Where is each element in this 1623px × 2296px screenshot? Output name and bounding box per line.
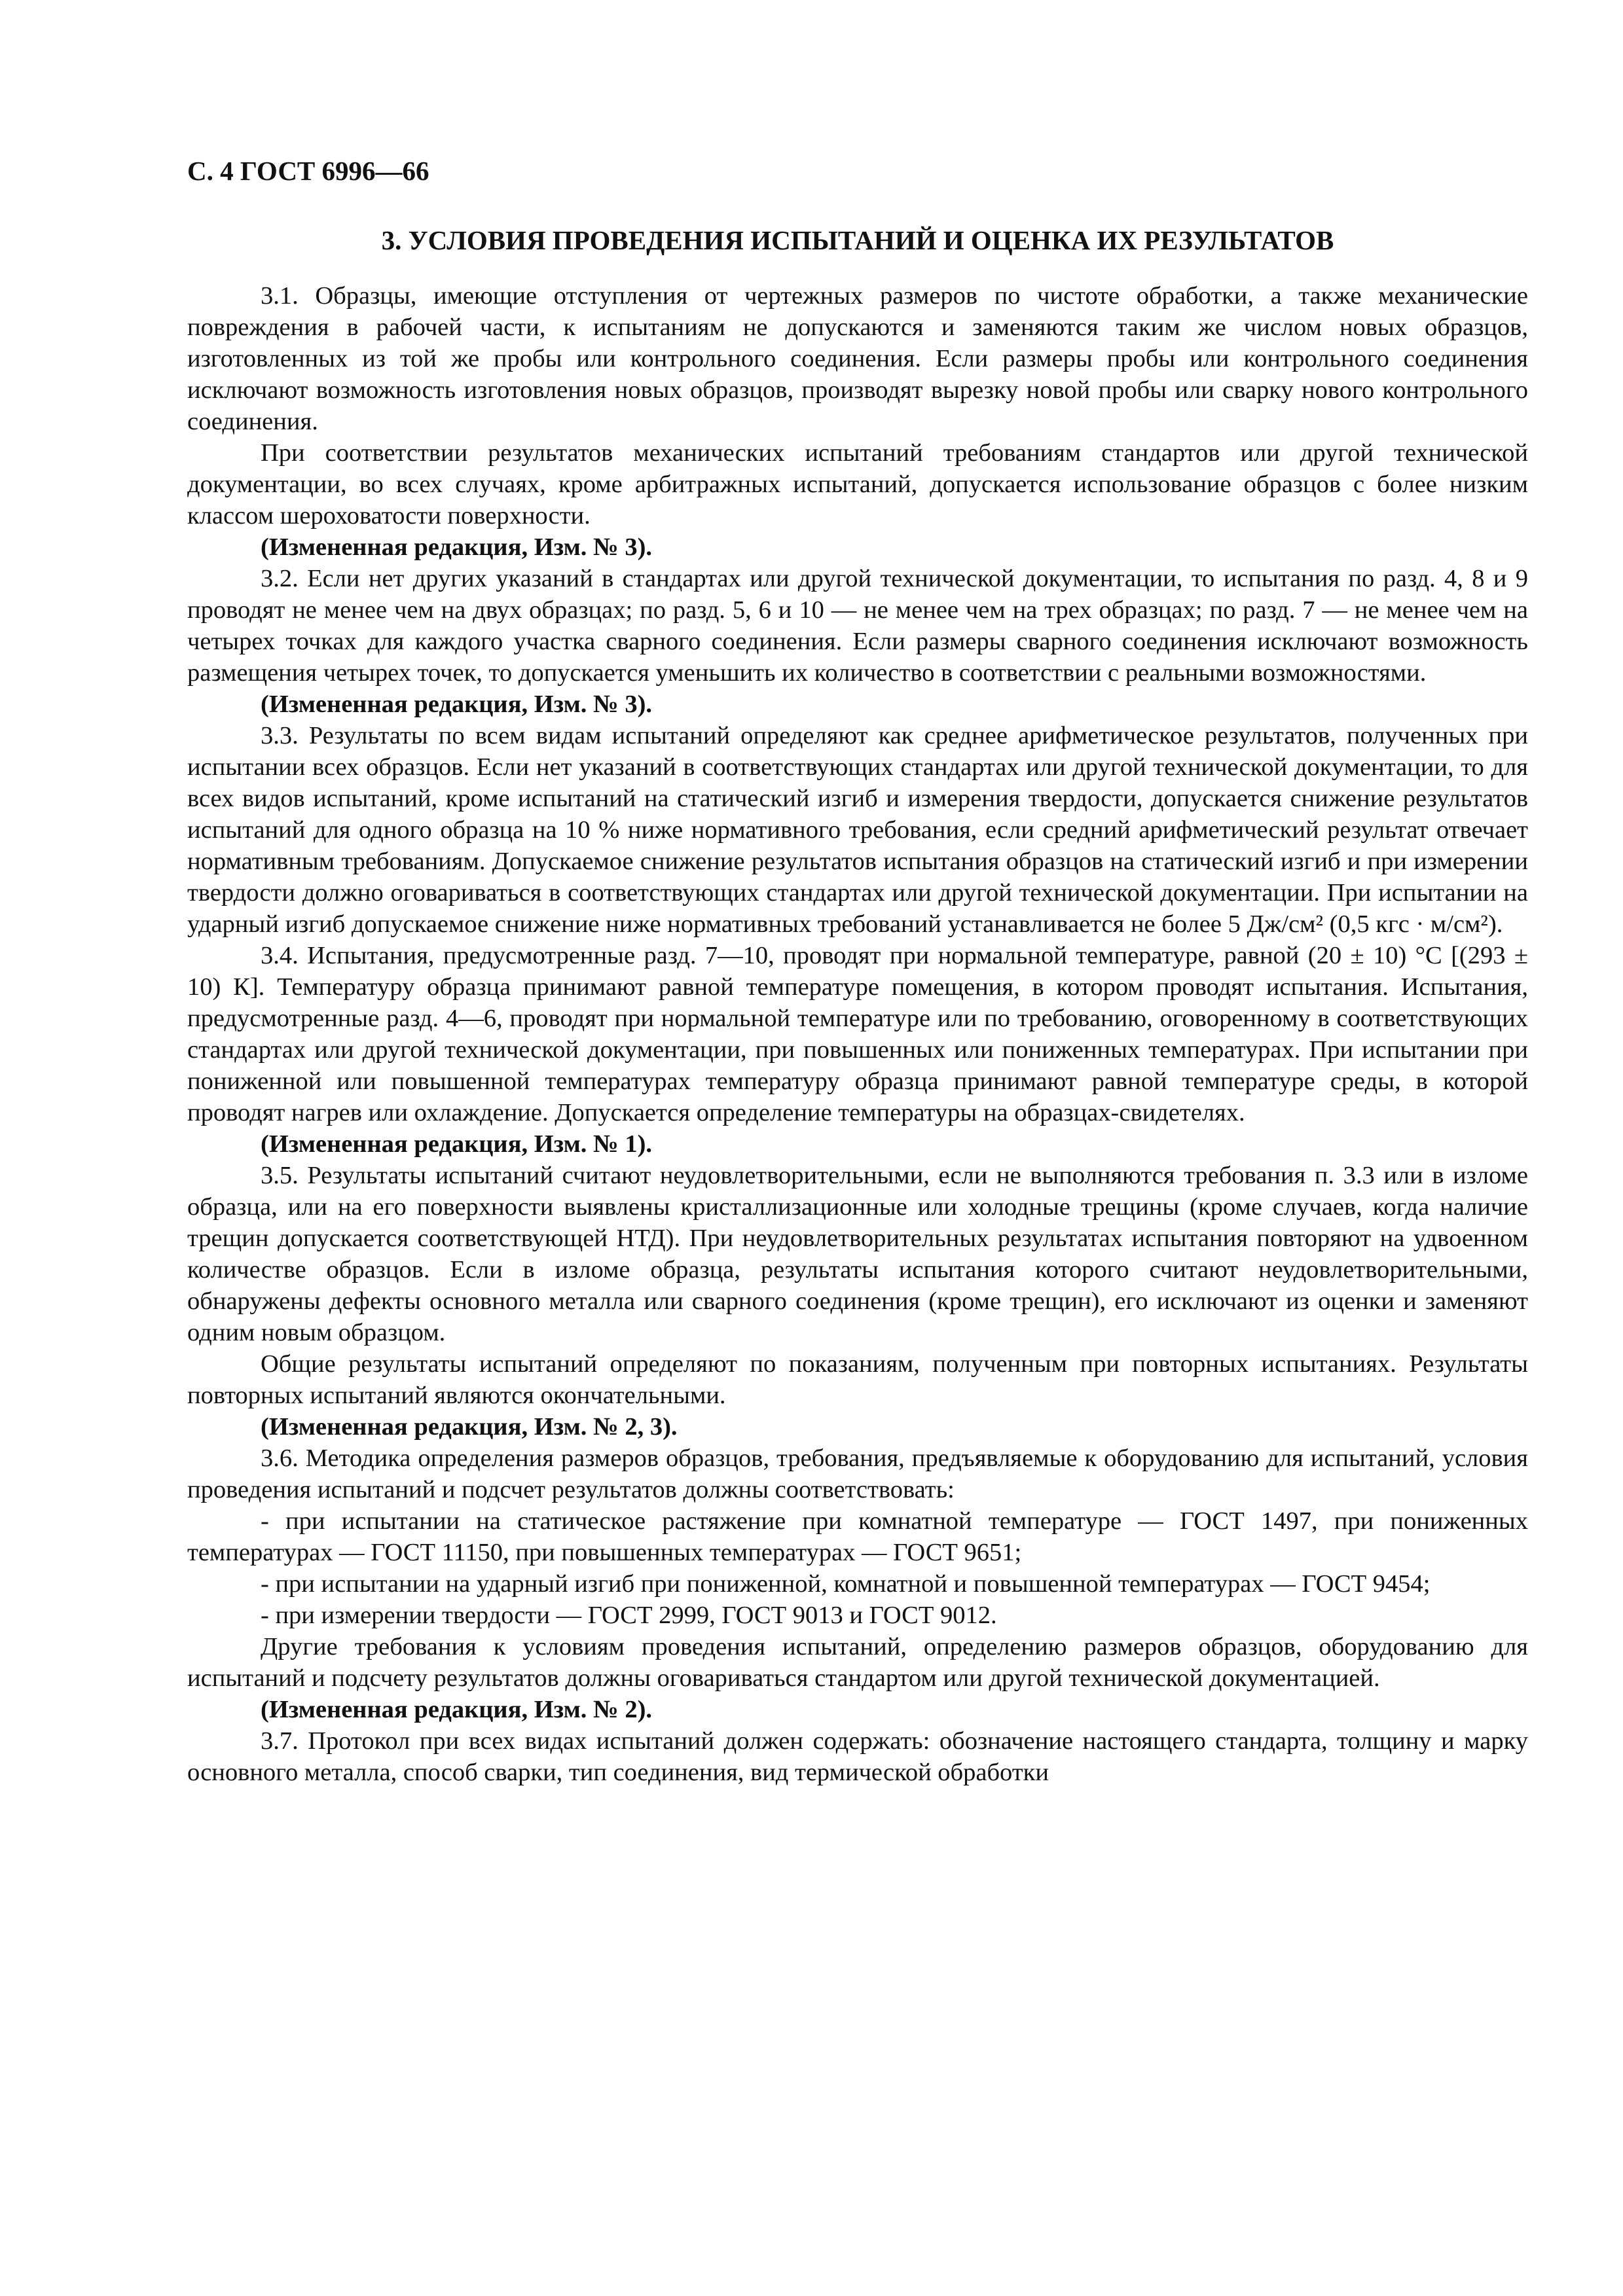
list-item: - при измерении твердости — ГОСТ 2999, ГОСТ 9013 и ГОСТ 9012. bbox=[261, 1602, 997, 1629]
list-item: - при испытании на ударный изгиб при пониженной, комнатной и повышенной температурах — ГОСТ 9454; bbox=[261, 1570, 1431, 1598]
amendment-note: (Измененная редакция, Изм. № 3). bbox=[261, 533, 653, 561]
paragraph-3-4: 3.4. Испытания, предусмотренные разд. 7—10, проводят при нормальной температуре, равной (20 ± 10) °С [(293 ± 10) К]. Температуру образца принимают равной температуре помещения, в котором проводят испытания. Испытания, предусмотренные разд. 4—6, проводят при нормальной температуре или по требованию, оговоренному в соответствующих стандартах или другой технической документации, при повышенных или пониженных температурах. При испытании при пониженной или повышенной температурах температуру образца принимают равной температуре среды, в которой проводят нагрев или охлаждение. Допускается определение температуры на образцах-свидетелях. bbox=[187, 942, 1528, 1126]
paragraph-3-5-general: Общие результаты испытаний определяют по показаниям, полученным при повторных испытаниях. Результаты повторных испытаний являются окончательными. bbox=[187, 1350, 1528, 1409]
paragraph-3-2: 3.2. Если нет других указаний в стандартах или другой технической документации, то испытания по разд. 4, 8 и 9 проводят не менее чем на двух образцах; по разд. 5, 6 и 10 — не менее чем на трех образцах; по разд. 7 — не менее чем на четырех точках для каждого участка сварного соединения. Если размеры сварного соединения исключают возможность размещения четырех точек, то допускается уменьшить их количество в соответствии с реальными возможностями. bbox=[187, 565, 1528, 687]
paragraph-3-1: 3.1. Образцы, имеющие отступления от чертежных размеров по чистоте обработки, а также механические повреждения в рабочей части, к испытаниям не допускаются и заменяются таким же числом новых образцов, изготовленных из той же пробы или контрольного соединения. Если размеры пробы или контрольного соединения исключают возможность изготовления новых образцов, производят вырезку новой пробы или сварку нового контрольного соединения. bbox=[187, 282, 1528, 435]
section-title: 3. УСЛОВИЯ ПРОВЕДЕНИЯ ИСПЫТАНИЙ И ОЦЕНКА ИХ РЕЗУЛЬТАТОВ bbox=[381, 225, 1334, 255]
paragraph-3-6-other: Другие требования к условиям проведения испытаний, определению размеров образцов, оборудованию для испытаний и подсчету результатов должны оговариваться стандартом или другой технической документацией. bbox=[187, 1633, 1528, 1692]
amendment-note: (Измененная редакция, Изм. № 1). bbox=[261, 1130, 653, 1158]
list-item: - при испытании на статическое растяжение при комнатной температуре — ГОСТ 1497, при пониженных температурах — ГОСТ 11150, при повышенных температурах — ГОСТ 9651; bbox=[187, 1507, 1528, 1566]
amendment-note: (Измененная редакция, Изм. № 2). bbox=[261, 1696, 653, 1723]
paragraph-3-3: 3.3. Результаты по всем видам испытаний определяют как среднее арифметическое результатов, полученных при испытании всех образцов. Если нет указаний в соответствующих стандартах или другой технической документации, то для всех видов испытаний, кроме испытаний на статический изгиб и измерения твердости, допускается снижение результатов испытаний для одного образца на 10 % ниже нормативного требования, если средний арифметический результат отвечает нормативным требованиям. Допускаемое снижение результатов испытания образцов на статический изгиб и при измерении твердости должно оговариваться в соответствующих стандартах или другой технической документации. При испытании на ударный изгиб допускаемое снижение ниже нормативных требований устанавливается не более 5 Дж/см² (0,5 кгс · м/см²). bbox=[187, 722, 1528, 938]
paragraph-3-1-note: При соответствии результатов механических испытаний требованиям стандартов или другой технической документации, во всех случаях, кроме арбитражных испытаний, допускается использование образцов с более низким классом шероховатости поверхности. bbox=[187, 439, 1528, 529]
running-header: С. 4 ГОСТ 6996—66 bbox=[187, 156, 429, 186]
paragraph-3-5: 3.5. Результаты испытаний считают неудовлетворительными, если не выполняются требования п. 3.3 или в изломе образца, или на его поверхности выявлены кристаллизационные или холодные трещины (кроме случаев, когда наличие трещин допускается соответствующей НТД). При неудовлетворительных результатах испытания повторяют на удвоенном количестве образцов. Если в изломе образца, результаты испытания которого считают неудовлетворительными, обнаружены дефекты основного металла или сварного соединения (кроме трещин), его исключают из оценки и заменяют одним новым образцом. bbox=[187, 1162, 1528, 1346]
paragraph-3-6: 3.6. Методика определения размеров образцов, требования, предъявляемые к оборудованию для испытаний, условия проведения испытаний и подсчет результатов должны соответствовать: bbox=[187, 1444, 1528, 1503]
document-page bbox=[187, 154, 1528, 1788]
amendment-note: (Измененная редакция, Изм. № 2, 3). bbox=[261, 1413, 678, 1441]
section-body bbox=[187, 280, 1528, 1788]
paragraph-3-7: 3.7. Протокол при всех видах испытаний должен содержать: обозначение настоящего стандарта, толщину и марку основного металла, способ сварки, тип соединения, вид термической обработки bbox=[187, 1727, 1528, 1786]
amendment-note: (Измененная редакция, Изм. № 3). bbox=[261, 691, 653, 718]
